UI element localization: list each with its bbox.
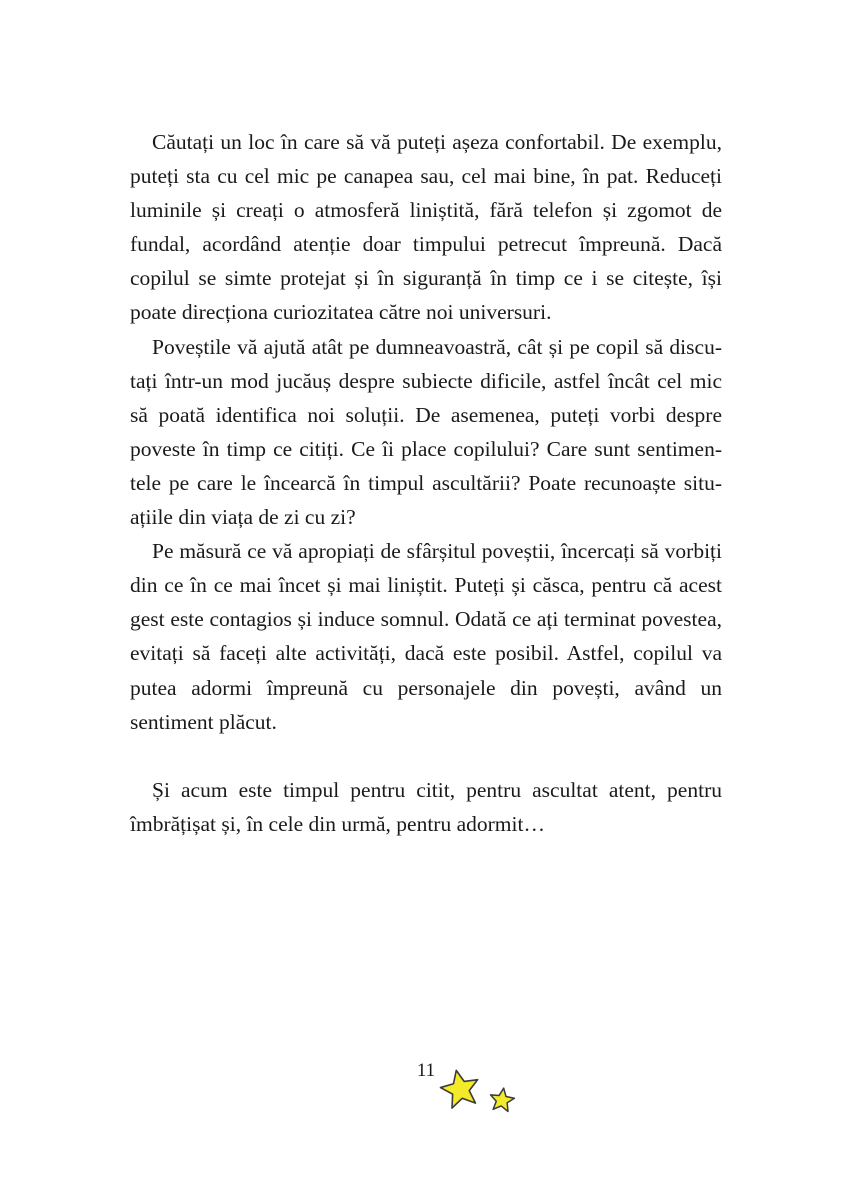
body-text [130, 125, 722, 841]
paragraph-1: Căutați un loc în care să vă puteți așeza confortabil. De exemplu, puteți sta cu cel mic pe canapea sau, cel mai bine, în pat. Reduceți luminile și creați o atmosferă liniștită, fără telefon și zgomot de fundal, acordând atenție doar timpului petrecut împreună. Dacă copilul se simte protejat și în siguranță în timp ce i se citește, își poate direcționa curiozitatea către noi universuri. [130, 130, 722, 325]
large-star-icon [438, 1066, 483, 1109]
page-number: 11 [416, 1060, 436, 1081]
paragraph-2: Poveștile vă ajută atât pe dumneavoastră, cât și pe copil să discutați într-un mod jucăuș despre subiecte dificile, astfel încât cel mic să poată identifica noi soluții. De asemenea, puteți vorbi despre poveste în timp ce citiți. Ce îi place copilului? Care sunt sentimentele pe care le încearcă în timpul ascultării? Poate recunoaște situațiile din viața de zi cu zi? [130, 334, 722, 530]
small-star-icon [489, 1086, 516, 1112]
paragraph-closing: Și acum este timpul pentru citit, pentru ascultat atent, pentru îmbrățișat și, în cele din urmă, pentru adormit… [130, 777, 722, 836]
stars-icon [436, 1064, 526, 1122]
paragraph-3: Pe măsură ce vă apropiați de sfârșitul poveștii, încercați să vorbiți din ce în ce mai încet și mai liniștit. Puteți și căsca, pentru că acest gest este contagios și induce somnul. Odată ce ați terminat povestea, evitați să faceți alte activități, dacă este posibil. Astfel, copilul va putea adormi împreună cu personajele din povești, având un sentiment plăcut. [130, 539, 722, 734]
